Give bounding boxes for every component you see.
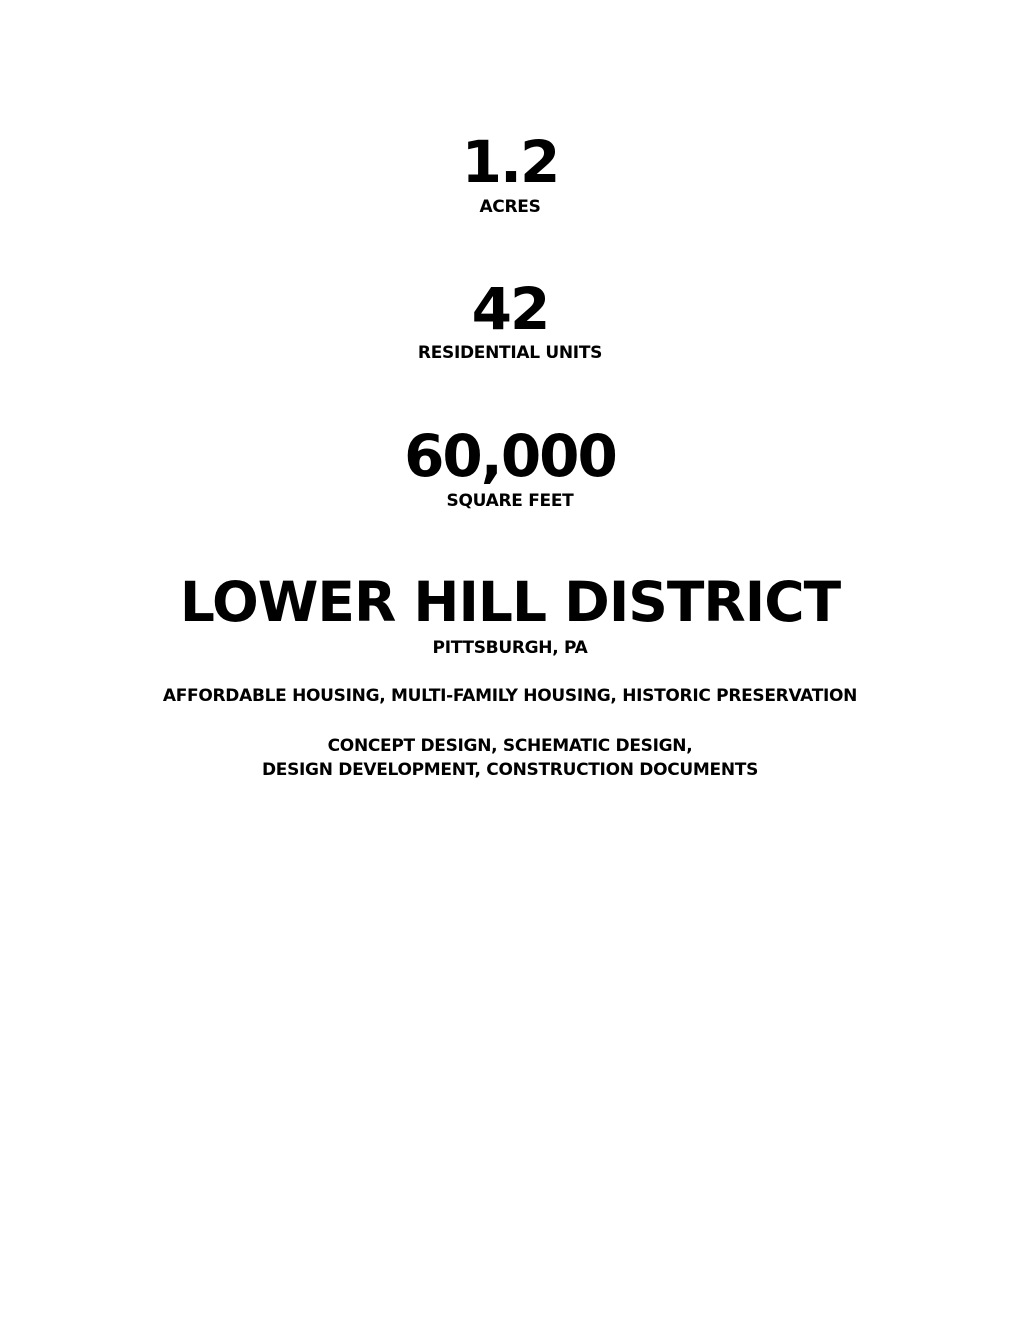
square-feet-value: 60,000 [404, 422, 616, 490]
acres-value: 1.2 [461, 128, 559, 196]
project-services-line-1: CONCEPT DESIGN, SCHEMATIC DESIGN, [327, 736, 693, 756]
square-feet-label: SQUARE FEET [446, 491, 574, 511]
project-location: PITTSBURGH, PA [432, 638, 588, 658]
acres-label: ACRES [479, 197, 541, 217]
project-categories: AFFORDABLE HOUSING, MULTI-FAMILY HOUSING, HISTORIC PRESERVATION [162, 686, 858, 706]
units-label: RESIDENTIAL UNITS [417, 343, 603, 363]
project-services-line-2: DESIGN DEVELOPMENT, CONSTRUCTION DOCUMENTS [261, 760, 759, 780]
project-title: LOWER HILL DISTRICT [179, 570, 841, 634]
units-value: 42 [471, 275, 549, 343]
